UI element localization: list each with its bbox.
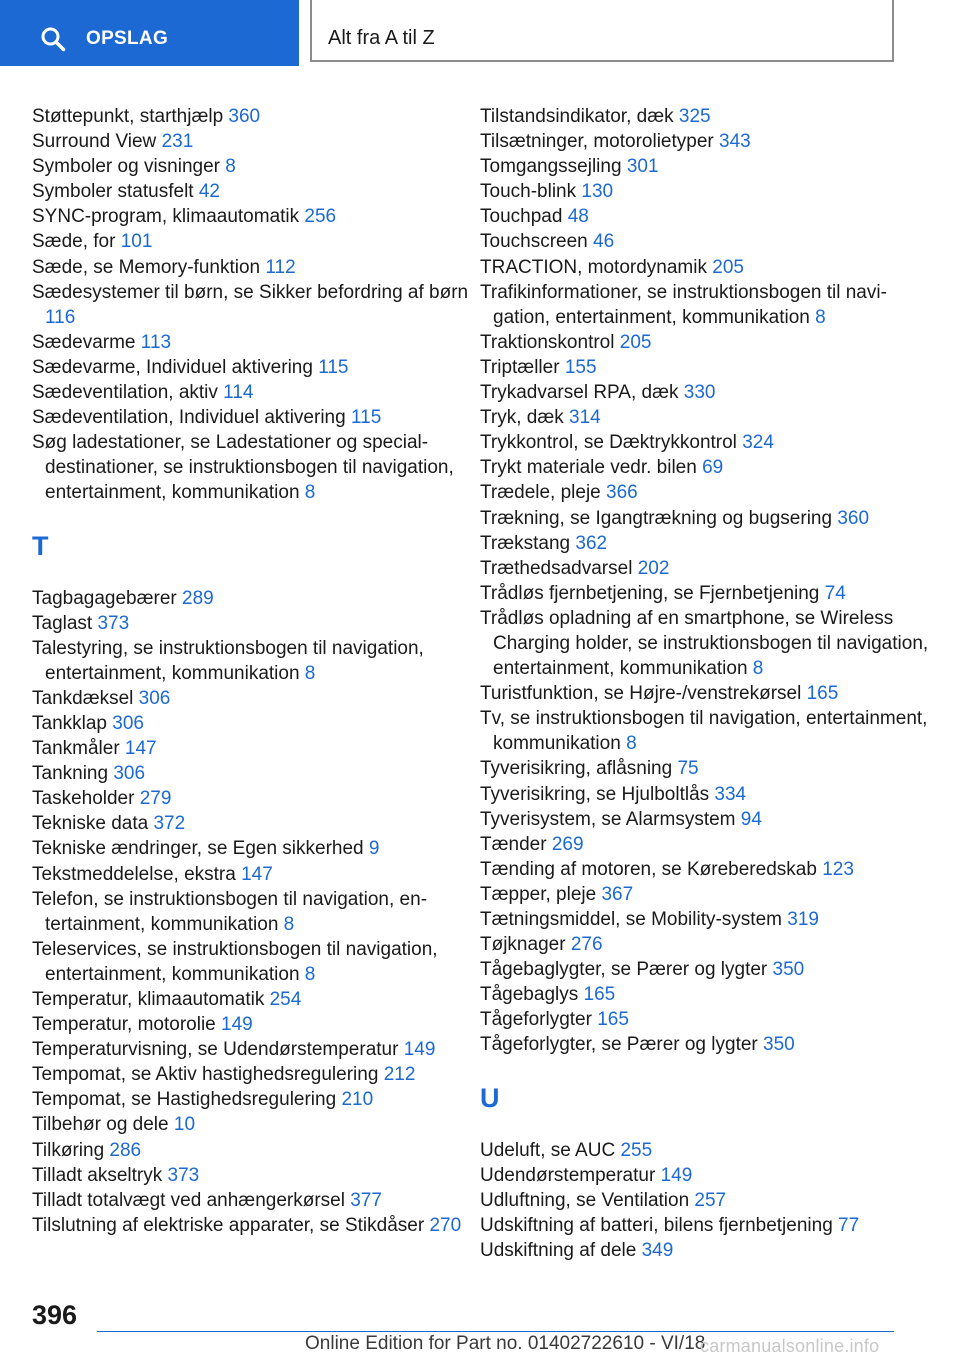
index-entry	[32, 887, 472, 937]
index-entry-text: Traktionskontrol	[480, 331, 620, 353]
index-entry	[480, 480, 930, 505]
index-page-link[interactable]: 94	[740, 808, 762, 830]
index-entry	[32, 229, 472, 254]
index-entry-text: Sædevarme, Individuel aktivering	[32, 356, 319, 378]
index-entry-text: Touchpad	[480, 206, 568, 228]
index-entry-text: Tøjknager	[480, 934, 571, 956]
index-entry	[32, 330, 472, 355]
index-entry	[32, 380, 472, 405]
index-entry-text: Tilsætninger, motorolietyper	[480, 131, 720, 153]
index-column-right	[480, 104, 930, 1263]
index-entry-text: Touch-blink	[480, 181, 582, 203]
index-page-link[interactable]: 8	[304, 963, 316, 985]
index-entry-text: Sædeventilation, Individuel aktivering	[32, 407, 351, 429]
index-entry-text: Tankdæksel	[32, 687, 139, 709]
index-page-link[interactable]: 350	[772, 959, 805, 981]
index-page-link[interactable]: 149	[403, 1039, 436, 1061]
index-entry	[480, 581, 930, 606]
index-page-link[interactable]: 114	[223, 382, 254, 404]
index-page-link[interactable]: 112	[265, 256, 296, 278]
index-entry	[32, 811, 472, 836]
index-page-link[interactable]: 205	[712, 256, 744, 278]
index-entry	[480, 330, 930, 355]
index-entry-text: Temperatur, klimaautomatik	[32, 989, 270, 1010]
index-page-link[interactable]: 8	[815, 306, 826, 328]
index-entry	[480, 857, 930, 882]
index-page-link[interactable]: 360	[228, 106, 261, 127]
index-entry-text: Udskiftning af batteri, bilens fjernbetjening	[480, 1214, 839, 1236]
index-page-link[interactable]: 360	[837, 507, 870, 529]
index-entry-text: Tempomat, se Aktiv hastighedsregulering	[32, 1064, 384, 1086]
index-page-link[interactable]: 77	[838, 1214, 860, 1236]
index-entry-text: Sædeventilation, aktiv	[32, 382, 224, 404]
index-entry-text: Tekniske ændringer, se Egen sikkerhed	[32, 838, 369, 860]
index-page-link[interactable]: 130	[581, 181, 614, 203]
index-entry	[480, 506, 930, 531]
index-page-link[interactable]: 8	[283, 913, 295, 935]
search-icon	[40, 26, 66, 52]
index-entry-text: Tilladt totalvægt ved anhængerkørsel	[32, 1189, 351, 1211]
index-entry-text: Turistfunktion, se Højre-/venstrekørsel	[480, 683, 807, 705]
index-entry	[480, 681, 930, 706]
index-page-link[interactable]: 319	[787, 909, 819, 930]
index-page-link[interactable]: 46	[593, 231, 615, 253]
index-entry-text: Udluftning, se Ventilation	[480, 1189, 695, 1211]
index-entry	[32, 1112, 472, 1137]
index-page-link[interactable]: 279	[139, 788, 172, 810]
index-entry	[32, 1037, 472, 1062]
index-page-link[interactable]: 8	[304, 662, 316, 684]
index-page-link[interactable]: 301	[626, 156, 659, 178]
index-entry-text: Tagbagagebærer	[32, 587, 182, 609]
index-entry	[480, 907, 930, 932]
index-entry	[32, 255, 472, 280]
index-entry	[480, 832, 930, 857]
index-entry	[480, 556, 930, 581]
index-entry-text: Tv, se instruktionsbogen til navigation, entertainment, kommunikation	[480, 708, 928, 755]
index-page-link[interactable]: 10	[173, 1114, 196, 1136]
index-entry	[480, 1238, 930, 1263]
index-entry	[480, 430, 930, 455]
index-entry	[480, 104, 930, 129]
index-entry-text: Symboler statusfelt	[32, 181, 199, 203]
index-entry	[480, 782, 930, 807]
index-entry-text: Tilslutning af elektriske apparater, se Stikdåser	[32, 1214, 430, 1236]
index-page-link[interactable]: 115	[318, 356, 349, 378]
index-page-link[interactable]: 165	[583, 984, 616, 1006]
index-entry-text: Tågebaglys	[480, 984, 584, 1006]
index-entry-text: Touchscreen	[480, 231, 594, 253]
index-entry-text: Temperaturvisning, se Udendørstemperatur	[32, 1039, 404, 1061]
index-entry	[480, 1032, 930, 1057]
footer-divider	[97, 1331, 894, 1332]
index-entry	[480, 531, 930, 556]
section-title-box	[310, 0, 894, 62]
index-entry-text: Sædevarme	[32, 331, 141, 353]
index-page-link[interactable]: 306	[113, 763, 146, 785]
index-entry	[480, 255, 930, 280]
index-page-link[interactable]: 205	[619, 331, 652, 353]
index-entry-text: Tankning	[32, 763, 114, 785]
index-page-link[interactable]: 8	[626, 733, 637, 755]
index-entry-text: Trådløs opladning af en smartphone, se Wireless Charging holder, se instruktionsbogen til navigation, entertainment, kommunikation	[480, 607, 929, 680]
index-entry	[480, 882, 930, 907]
index-entry	[32, 280, 472, 330]
index-entry-text: SYNC-program, klimaautomatik	[32, 206, 305, 228]
search-tab-label: OPSLAG	[86, 28, 169, 49]
index-entry	[480, 1213, 930, 1238]
index-entry	[480, 380, 930, 405]
index-entry-text: Tilstandsindikator, dæk	[480, 106, 679, 127]
index-entry-text: Triptæller	[480, 356, 565, 378]
index-page-link[interactable]: 330	[683, 382, 716, 404]
index-entry-text: Tilladt akseltryk	[32, 1164, 168, 1186]
index-entry-text: Telefon, se instruktionsbogen til navigation, entertainment, kommunikation	[32, 888, 428, 935]
index-entry-text: Sæde, for	[32, 231, 121, 253]
index-page-link[interactable]: 270	[429, 1214, 462, 1236]
index-entry	[480, 982, 930, 1007]
index-entry-text: Taskeholder	[32, 788, 140, 810]
index-entry	[32, 154, 472, 179]
index-entry	[32, 104, 472, 129]
index-entry-text: Tankklap	[32, 712, 113, 734]
index-entry-text: Tyverisikring, aflåsning	[480, 758, 678, 780]
index-page-link[interactable]: 286	[109, 1139, 142, 1161]
index-entry	[32, 1138, 472, 1163]
index-page-link[interactable]: 8	[304, 482, 316, 504]
index-entry-text: Tekstmeddelelse, ekstra	[32, 863, 242, 885]
index-page-link[interactable]: 269	[551, 833, 584, 855]
index-entry	[32, 836, 472, 861]
index-page-link[interactable]: 115	[350, 407, 382, 429]
index-entry	[32, 179, 472, 204]
index-page-link[interactable]: 367	[601, 883, 634, 905]
footer-edition-text: Online Edition for Part no. 01402722610 - VI/18	[305, 1333, 706, 1354]
section-title: Alt fra A til Z	[328, 27, 435, 49]
index-entry	[32, 204, 472, 229]
index-page-link[interactable]: 289	[182, 587, 214, 609]
index-entry	[32, 129, 472, 154]
index-page-link[interactable]: 325	[678, 106, 711, 127]
index-entry-text: Trådløs fjernbetjening, se Fjernbetjening	[480, 582, 825, 604]
header	[0, 0, 960, 66]
index-entry-text: Trykadvarsel RPA, dæk	[480, 382, 684, 404]
index-page-link[interactable]: 257	[694, 1189, 727, 1211]
index-entry	[480, 405, 930, 430]
index-entry-text: TRACTION, motordynamik	[480, 256, 713, 278]
index-entry	[480, 1163, 930, 1188]
index-page-link[interactable]: 350	[763, 1034, 795, 1056]
index-entry-text: Tågeforlygter, se Pærer og lygter	[480, 1034, 764, 1056]
index-entry-text: Tempomat, se Hastighedsregulering	[32, 1089, 342, 1111]
index-page-link[interactable]: 343	[719, 131, 751, 153]
index-entry-text: Sæde, se Memory-funktion	[32, 256, 266, 278]
index-entry-text: Trædele, pleje	[480, 482, 607, 504]
index-entry-text: Surround View	[32, 131, 162, 153]
index-page-link[interactable]: 9	[368, 838, 380, 860]
index-entry-text: Tågeforlygter	[480, 1009, 598, 1031]
index-entry	[480, 179, 930, 204]
index-page-link[interactable]: 256	[304, 206, 337, 228]
index-entry-text: Tænding af motoren, se Køreberedskab	[480, 858, 823, 880]
index-entry-text: Trækstang	[480, 532, 576, 554]
index-page-link[interactable]: 8	[225, 156, 236, 178]
index-page-link[interactable]: 334	[714, 783, 747, 805]
index-entry-text: Tænder	[480, 833, 552, 855]
index-entry	[480, 129, 930, 154]
index-page-link[interactable]: 212	[383, 1064, 416, 1086]
index-entry	[480, 606, 930, 681]
index-page-link[interactable]: 123	[822, 858, 854, 880]
index-page-link[interactable]: 377	[350, 1189, 382, 1211]
index-entry-text: Tekniske data	[32, 813, 154, 835]
search-tab-button[interactable]	[0, 0, 299, 66]
index-page-link[interactable]: 306	[112, 712, 144, 734]
index-entry	[32, 761, 472, 786]
index-entry-text: Støttepunkt, starthjælp	[32, 106, 229, 127]
index-page-link[interactable]: 165	[806, 683, 839, 705]
index-page-link[interactable]: 373	[167, 1164, 200, 1186]
index-page-link[interactable]: 147	[241, 863, 273, 885]
index-page-link[interactable]: 149	[221, 1014, 253, 1036]
index-page-link[interactable]: 74	[824, 582, 846, 604]
index-page-link[interactable]: 149	[660, 1164, 693, 1186]
index-page-link[interactable]: 8	[752, 658, 764, 680]
index-page-link[interactable]: 69	[702, 457, 724, 479]
index-page-link[interactable]: 306	[138, 687, 171, 709]
index-entry	[480, 957, 930, 982]
index-page-link[interactable]: 210	[341, 1089, 374, 1111]
index-entry-text: Tilkøring	[32, 1139, 110, 1161]
index-entry-text: Tomgangssejling	[480, 156, 627, 178]
index-entry	[32, 686, 472, 711]
index-entry-text: Teleservices, se instruktionsbogen til navigation, entertainment, kommunikation	[32, 938, 438, 985]
index-letter-heading: T	[32, 530, 49, 561]
index-page-link[interactable]: 147	[124, 738, 157, 760]
index-entry-text: Symboler og visninger	[32, 156, 226, 178]
index-entry-text: Talestyring, se instruktionsbogen til navigation, entertainment, kommunikation	[32, 637, 424, 684]
page-number: 396	[32, 1300, 78, 1330]
index-entry	[32, 1087, 472, 1112]
index-entry	[32, 355, 472, 380]
index-entry	[480, 1007, 930, 1032]
index-entry-text: Tankmåler	[32, 738, 125, 760]
index-entry	[480, 280, 930, 330]
index-entry-text: Taglast	[32, 612, 98, 634]
index-entry	[480, 706, 930, 756]
index-page-link[interactable]: 48	[567, 206, 589, 228]
index-entry	[480, 807, 930, 832]
index-entry	[480, 756, 930, 781]
index-entry	[32, 1062, 472, 1087]
index-entry	[32, 636, 472, 686]
index-page-link[interactable]: 165	[597, 1009, 629, 1031]
index-entry-text: Tyverisystem, se Alarmsystem	[480, 808, 741, 830]
index-page-link[interactable]: 155	[564, 356, 597, 378]
index-entry	[480, 1138, 930, 1163]
index-entry-text: Trykt materiale vedr. bilen	[480, 457, 703, 479]
index-entry-text: Udskiftning af dele	[480, 1239, 642, 1261]
index-entry	[480, 229, 930, 254]
index-entry-text: Trafikinformationer, se instruktionsbogen til navigation, entertainment, kommunikation	[480, 281, 887, 328]
index-entry	[32, 711, 472, 736]
index-page-link[interactable]: 113	[140, 331, 172, 353]
index-entry	[32, 405, 472, 430]
index-entry	[32, 736, 472, 761]
index-entry-text: Tågebaglygter, se Pærer og lygter	[480, 959, 773, 981]
index-entry-text: Udeluft, se AUC	[480, 1139, 621, 1161]
index-page-link[interactable]: 42	[198, 181, 220, 203]
watermark: carmanualsonline.info	[700, 1336, 880, 1356]
index-entry-text: Tæpper, pleje	[480, 883, 602, 905]
index-page-link[interactable]: 116	[45, 306, 76, 328]
index-entry	[480, 932, 930, 957]
index-entry	[32, 786, 472, 811]
index-entry	[32, 1163, 472, 1188]
index-entry	[480, 154, 930, 179]
index-page-link[interactable]: 362	[575, 532, 608, 554]
index-page-link[interactable]: 255	[620, 1139, 653, 1161]
index-column-left	[32, 104, 472, 1238]
index-page-link[interactable]: 202	[637, 557, 670, 579]
index-entry-text: Træthedsadvarsel	[480, 557, 638, 579]
index-entry-text: Temperatur, motorolie	[32, 1014, 222, 1036]
index-entry	[32, 987, 472, 1012]
index-entry	[32, 430, 472, 505]
index-page-link[interactable]: 276	[570, 934, 603, 956]
index-entry	[480, 204, 930, 229]
index-entry-text: Trykkontrol, se Dæktrykkontrol	[480, 432, 743, 454]
index-page-link[interactable]: 324	[742, 432, 774, 454]
index-entry-text: Tilbehør og dele	[32, 1114, 174, 1136]
index-entry	[32, 1213, 472, 1238]
index-entry-text: Sædesystemer til børn, se Sikker befordring af børn	[32, 281, 469, 303]
index-page-link[interactable]: 314	[569, 407, 601, 429]
index-entry	[480, 455, 930, 480]
index-entry	[32, 586, 472, 611]
index-page-link[interactable]: 231	[161, 131, 194, 153]
index-entry-text: Udendørstemperatur	[480, 1164, 661, 1186]
index-page-link[interactable]: 366	[606, 482, 638, 504]
index-page-link[interactable]: 101	[120, 231, 153, 253]
index-entry-text: Søg ladestationer, se Ladestationer og specialdestinationer, se instruktionsbogen til navigation, entertainment, kommunikation	[32, 432, 454, 504]
index-entry-text: Tætningsmiddel, se Mobility-system	[480, 909, 788, 930]
index-page-link[interactable]: 372	[153, 813, 186, 835]
index-letter-heading: U	[480, 1082, 500, 1113]
index-entry	[32, 611, 472, 636]
index-entry	[480, 1188, 930, 1213]
index-entry	[32, 1188, 472, 1213]
index-entry	[32, 862, 472, 887]
index-page-link[interactable]: 75	[677, 758, 699, 780]
index-entry	[32, 1012, 472, 1037]
index-page-link[interactable]: 349	[641, 1239, 674, 1261]
index-entry-text: Trækning, se Igangtrækning og bugsering	[480, 507, 838, 529]
index-page-link[interactable]: 254	[269, 989, 302, 1010]
index-entry-text: Tyverisikring, se Hjulboltlås	[480, 783, 715, 805]
index-entry	[480, 355, 930, 380]
index-entry-text: Tryk, dæk	[480, 407, 570, 429]
index-page-link[interactable]: 373	[97, 612, 130, 634]
index-entry	[32, 937, 472, 987]
